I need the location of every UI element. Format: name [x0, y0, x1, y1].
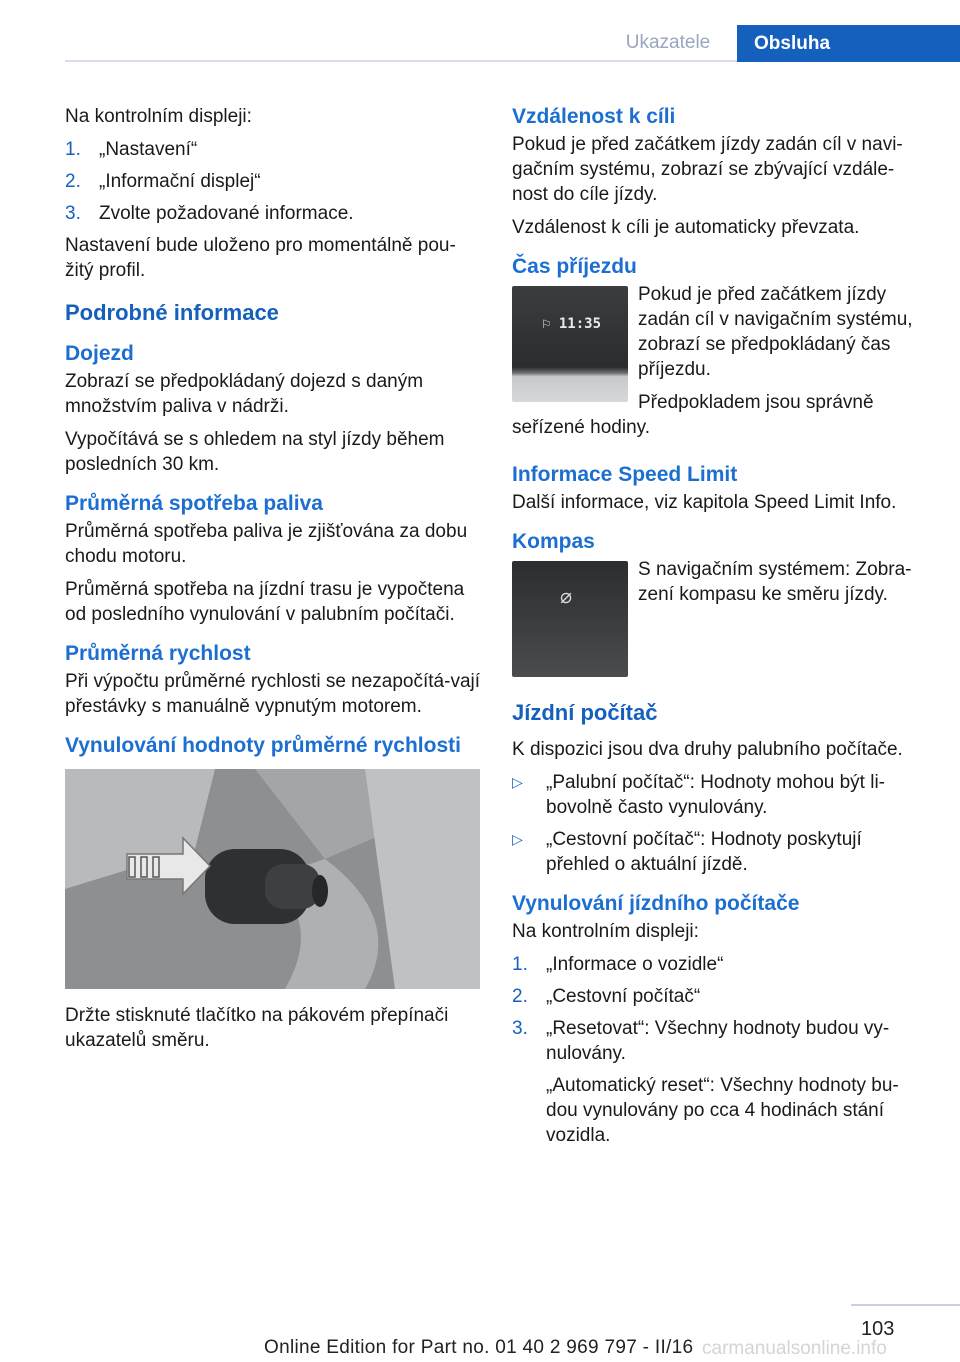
footer-rule	[851, 1304, 960, 1306]
auto-reset-paragraph: „Automatický reset“: Všechny hodnoty bu‐dou vynulovány po cca 4 hodinách stání vozidla.	[546, 1075, 899, 1146]
list-item	[65, 169, 483, 194]
arrival-time: 11:35	[558, 316, 602, 332]
distance-paragraph-1: Pokud je před začátkem jízdy zadán cíl v navi‐gačním systému, zobrazí se zbývající vzdále‐nost do cíle jízdy.	[512, 134, 903, 205]
arrival-display-image	[512, 286, 628, 402]
reset-steps-list	[512, 952, 930, 1066]
step-text: „Nastavení“	[99, 139, 198, 160]
heading-detail-info: Podrobné informace	[65, 300, 279, 325]
list-item	[512, 1016, 930, 1066]
heading-distance: Vzdálenost k cíli	[512, 105, 676, 128]
range-paragraph-1: Zobrazí se předpokládaný dojezd s daným množstvím paliva v nádrži.	[65, 371, 424, 417]
list-item	[512, 952, 930, 977]
left-column	[65, 104, 483, 1061]
heading-compass: Kompas	[512, 530, 595, 553]
step-number: 1.	[512, 954, 528, 975]
turn-signal-lever-illustration	[65, 769, 480, 989]
step-text: Zvolte požadované informace.	[99, 203, 354, 224]
trip-item-text: „Palubní počítač“: Hodnoty mohou být li‐bovolně často vynulovány.	[546, 772, 886, 818]
heading-arrival: Čas příjezdu	[512, 255, 637, 278]
arrival-paragraph-2: Předpokladem jsou správně seřízené hodiny.	[512, 392, 874, 438]
compass-display-image	[512, 561, 628, 677]
step-number: 3.	[65, 203, 81, 224]
triangle-right-icon: ▷	[512, 831, 523, 847]
arrival-paragraph-1: Pokud je před začátkem jízdy zadán cíl v navigačním systému, zobrazí se předpokládaný čas příjezdu.	[638, 284, 913, 380]
saved-note: Nastavení bude uloženo pro momentálně pou‐žitý profil.	[65, 235, 456, 281]
arrival-section	[512, 282, 930, 448]
speed-limit-paragraph: Další informace, viz kapitola Speed Limit Info.	[512, 492, 897, 513]
trip-reset-intro: Na kontrolním displeji:	[512, 921, 699, 942]
list-item	[65, 137, 483, 162]
compass-paragraph: S navigačním systémem: Zobra‐zení kompasu ke směru jízdy.	[638, 559, 912, 605]
avg-consumption-paragraph-2: Průměrná spotřeba na jízdní trasu je vypočtena od posledního vynulování v palubním počítači.	[65, 579, 465, 625]
right-column	[512, 104, 930, 1155]
list-item	[512, 984, 930, 1009]
trip-paragraph: K dispozici jsou dva druhy palubního počítače.	[512, 739, 903, 760]
reset-speed-paragraph: Držte stisknuté tlačítko na pákovém přepínači ukazatelů směru.	[65, 1005, 449, 1051]
heading-avg-consumption: Průměrná spotřeba paliva	[65, 492, 323, 515]
heading-trip-computer: Jízdní počítač	[512, 700, 658, 725]
compass-section	[512, 557, 930, 683]
trip-item-text: „Cestovní počítač“: Hodnoty poskytují přehled o aktuální jízdě.	[546, 829, 862, 875]
step-number: 2.	[512, 986, 528, 1007]
step-text: „Informační displej“	[99, 171, 261, 192]
heading-range: Dojezd	[65, 342, 134, 365]
tab-obsluha[interactable]: Obsluha	[737, 25, 960, 62]
step-number: 1.	[65, 139, 81, 160]
watermark: carmanualsonline.info	[702, 1338, 887, 1359]
avg-speed-paragraph: Při výpočtu průměrné rychlosti se nezapočítá‐vají přestávky s manuálně vypnutým motorem.	[65, 671, 481, 717]
triangle-right-icon: ▷	[512, 774, 523, 790]
step-number: 3.	[512, 1018, 528, 1039]
list-item	[512, 827, 930, 877]
page-number: 103	[861, 1318, 895, 1340]
range-paragraph-2: Vypočítává se s ohledem na styl jízdy během posledních 30 km.	[65, 429, 445, 475]
arrival-display	[542, 312, 601, 337]
avg-consumption-paragraph-1: Průměrná spotřeba paliva je zjišťována za dobu chodu motoru.	[65, 521, 468, 567]
intro-text: Na kontrolním displeji:	[65, 106, 252, 127]
tab-ukazatele[interactable]: Ukazatele	[625, 31, 711, 53]
step-text: „Informace o vozidle“	[546, 954, 724, 975]
list-item	[65, 201, 483, 226]
list-item	[512, 770, 930, 820]
destination-flag-icon: ⚐	[542, 316, 551, 332]
heading-speed-limit: Informace Speed Limit	[512, 463, 738, 486]
heading-trip-reset: Vynulování jízdního počítače	[512, 892, 800, 915]
step-text: „Cestovní počítač“	[546, 986, 701, 1007]
distance-paragraph-2: Vzdálenost k cíli je automaticky převzata.	[512, 217, 860, 238]
trip-list	[512, 770, 930, 877]
compass-off-icon: ⌀	[560, 586, 573, 608]
step-number: 2.	[65, 171, 81, 192]
heading-reset-avg-speed: Vynulování hodnoty průměrné rychlosti	[65, 734, 461, 757]
step-text: „Resetovat“: Všechny hodnoty budou vy‐nulovány.	[546, 1018, 890, 1064]
heading-avg-speed: Průměrná rychlost	[65, 642, 251, 665]
footer-edition: Online Edition for Part no. 01 40 2 969 797 - II/16	[264, 1337, 694, 1358]
steps-list	[65, 137, 483, 226]
